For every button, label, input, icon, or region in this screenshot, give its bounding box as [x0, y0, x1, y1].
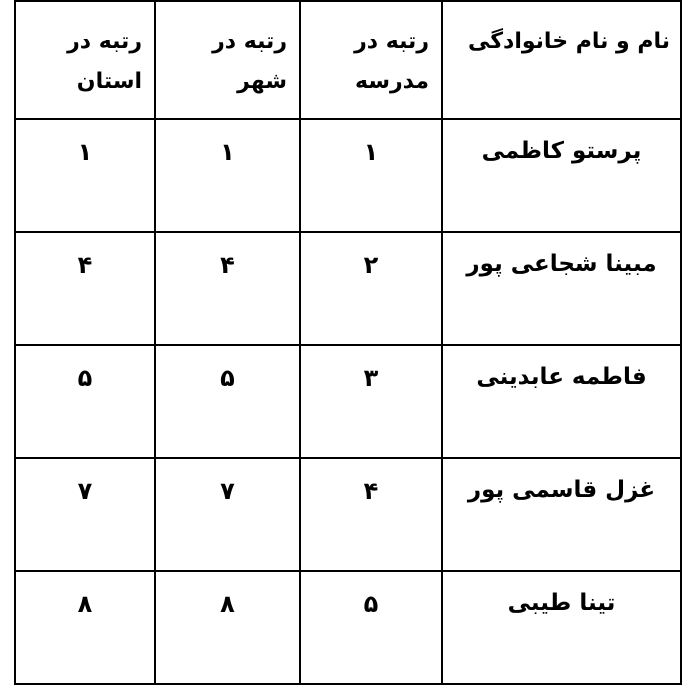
school-rank: ۳ [300, 345, 442, 458]
header-province-rank: رتبه در استان [15, 1, 155, 119]
header-school-rank: رتبه در مدرسه [300, 1, 442, 119]
table-row [15, 345, 681, 458]
school-rank: ۱ [300, 119, 442, 232]
table-row [15, 119, 681, 232]
header-name: نام و نام خانوادگی [442, 1, 681, 119]
table-row [15, 458, 681, 571]
ranking-table [14, 0, 682, 685]
student-name: مبینا شجاعی پور [442, 232, 681, 345]
student-name: پرستو کاظمی [442, 119, 681, 232]
school-rank: ۲ [300, 232, 442, 345]
province-rank: ۱ [15, 119, 155, 232]
student-name: فاطمه عابدینی [442, 345, 681, 458]
city-rank: ۱ [155, 119, 300, 232]
city-rank: ۷ [155, 458, 300, 571]
ranking-table-container [14, 0, 670, 684]
city-rank: ۵ [155, 345, 300, 458]
city-rank: ۸ [155, 571, 300, 684]
province-rank: ۷ [15, 458, 155, 571]
table-row [15, 571, 681, 684]
school-rank: ۴ [300, 458, 442, 571]
header-city-rank: رتبه در شهر [155, 1, 300, 119]
student-name: تینا طیبی [442, 571, 681, 684]
city-rank: ۴ [155, 232, 300, 345]
province-rank: ۴ [15, 232, 155, 345]
province-rank: ۵ [15, 345, 155, 458]
school-rank: ۵ [300, 571, 442, 684]
table-row [15, 232, 681, 345]
student-name: غزل قاسمی پور [442, 458, 681, 571]
province-rank: ۸ [15, 571, 155, 684]
header-row [15, 1, 681, 119]
